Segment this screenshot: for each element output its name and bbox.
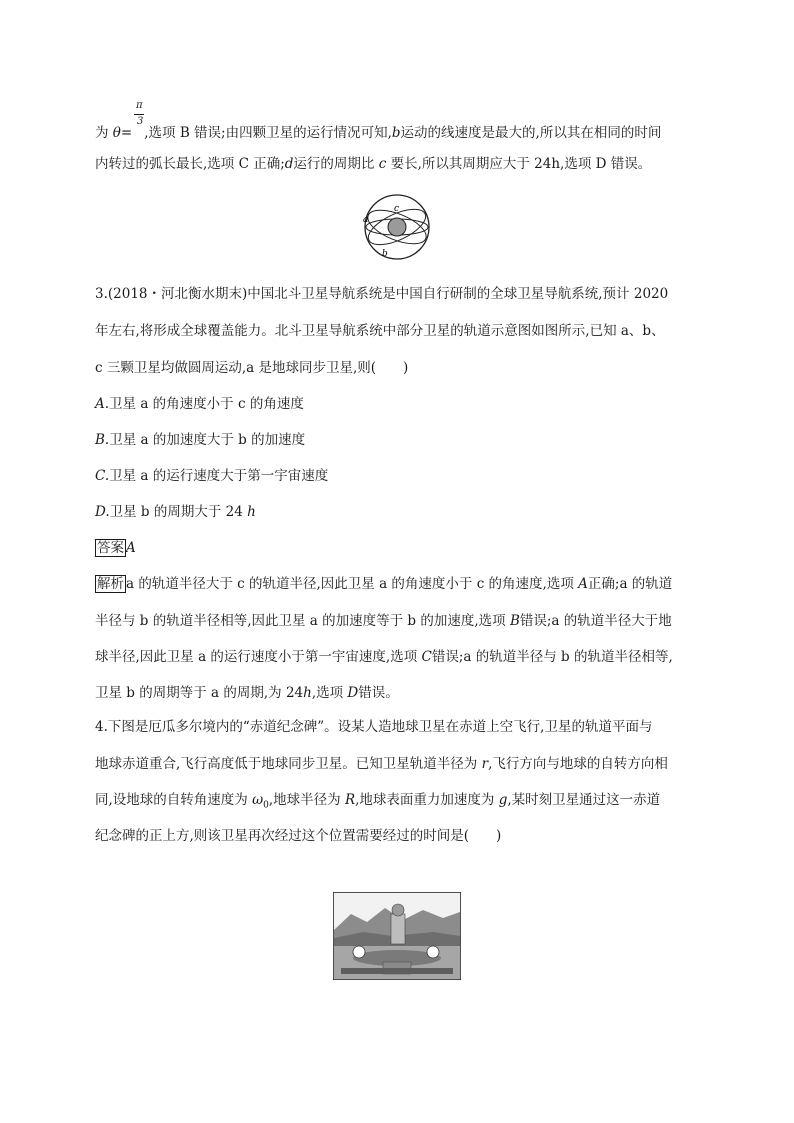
- prev-solution-line-1: 为 θ= ,选项 B 错误;由四颗卫星的运行情况可知,b运动的线速度是最大的,所以其在相同的时间: [95, 125, 662, 141]
- q3-answer: [95, 539, 136, 557]
- fraction-bar: [134, 114, 144, 115]
- q3-option-a: A.卫星 a 的角速度小于 c 的角速度: [95, 396, 304, 412]
- prev-solution-line-2: 内转过的弧长最长,选项 C 正确;d运行的周期比 c 要长,所以其周期应大于 24h,选项 D 错误。: [95, 156, 652, 172]
- q3-analysis-line-2: 半径与 b 的轨道半径相等,因此卫星 a 的加速度等于 b 的加速度,选项 B错误;a 的轨道半径大于地: [95, 613, 672, 629]
- q3-analysis-line-1: 解析 a 的轨道半径大于 c 的轨道半径,因此卫星 a 的角速度小于 c 的角速度,选项 A正确;a 的轨道: [97, 576, 673, 592]
- answer-value: A: [126, 540, 136, 556]
- q4-line-1: 4.下图是厄瓜多尔境内的“赤道纪念碑”。设某人造地球卫星在赤道上空飞行,卫星的轨道平面与: [95, 719, 653, 735]
- earth-circle: [388, 218, 406, 236]
- fraction-numerator: π: [136, 100, 143, 111]
- q3-line-3: c 三颗卫星均做圆周运动,a 是地球同步卫星,则( ): [95, 360, 409, 376]
- q3-line-2: 年左右,将形成全球覆盖能力。北斗卫星导航系统中部分卫星的轨道示意图如图所示,已知 a、b、: [95, 323, 665, 339]
- analysis-label: 解析: [97, 576, 124, 592]
- orbit-label-c: c: [394, 204, 400, 214]
- orbit-label-a: a: [363, 215, 369, 225]
- answer-label: 答案: [97, 540, 124, 556]
- q4-line-3: 同,设地球的自转角速度为 $\omega_0$,地球半径为 R,地球表面重力加速度为 g,某时刻卫星通过这一赤道: [95, 792, 661, 811]
- q4-line-2: 地球赤道重合,飞行高度低于地球同步卫星。已知卫星轨道半径为 r,飞行方向与地球的自转方向相: [95, 756, 668, 772]
- q3-option-d: D.卫星 b 的周期大于 24 h: [95, 504, 256, 520]
- equator-monument-photo: [333, 892, 461, 980]
- q3-analysis-line-3: 球半径,因此卫星 a 的运行速度小于第一宇宙速度,选项 C错误;a 的轨道半径与 b 的轨道半径相等,: [95, 649, 673, 665]
- q3-analysis-line-4: 卫星 b 的周期等于 a 的周期,为 24h,选项 D错误。: [95, 685, 399, 701]
- q4-line-4: 纪念碑的正上方,则该卫星再次经过这个位置需要经过的时间是( ): [95, 828, 502, 844]
- q3-option-c: C.卫星 a 的运行速度大于第一宇宙速度: [95, 468, 329, 484]
- orbit-diagram: [352, 192, 442, 262]
- orbit-label-b: b: [382, 249, 388, 259]
- fraction-denominator: 3: [137, 116, 144, 127]
- q3-option-b: B.卫星 a 的加速度大于 b 的加速度: [95, 432, 306, 448]
- q3-line-1: 3.(2018・河北衡水期末)中国北斗卫星导航系统是中国自行研制的全球卫星导航系统,预计 2020: [95, 286, 669, 302]
